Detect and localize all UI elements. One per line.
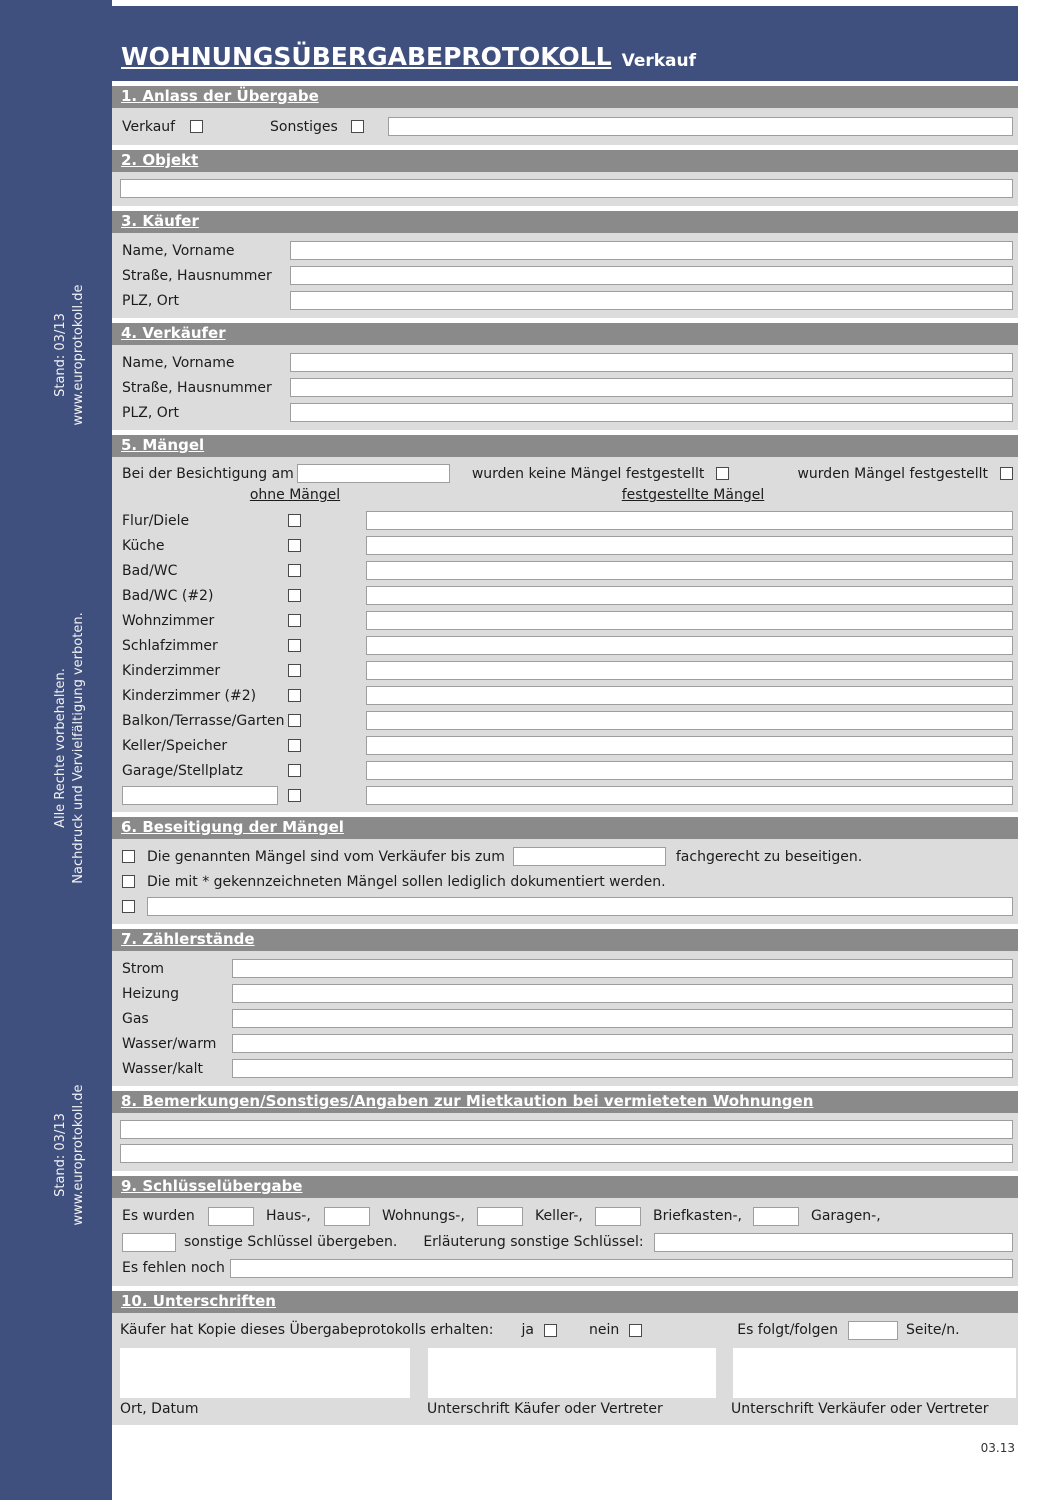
room-defect-input[interactable] (366, 536, 1013, 555)
section-kaeufer-header (112, 211, 1018, 233)
kaeufer-strasse-row (122, 263, 1013, 288)
folgeseiten-label: Es folgt/folgen (737, 1322, 839, 1338)
ohne-maengel-checkbox[interactable] (288, 764, 301, 777)
section-beseitigung-header (112, 817, 1018, 839)
schluessel-row-1 (122, 1203, 1013, 1229)
room-label: Keller/Speicher (122, 737, 228, 754)
section-kaeufer (112, 211, 1018, 318)
garagen-label: Garagen-, (811, 1208, 881, 1224)
section-beseitigung (112, 817, 1018, 924)
section-bemerkungen-header (112, 1091, 1018, 1113)
room-defect-input[interactable] (366, 511, 1013, 530)
kaeufer-plz-row (122, 288, 1013, 313)
defect-row-custom (122, 783, 1013, 808)
ohne-maengel-checkbox[interactable] (288, 664, 301, 677)
section-unterschriften-title: 10. Unterschriften (121, 1292, 276, 1310)
defect-row (122, 533, 1013, 558)
kaeufer-name-row (122, 238, 1013, 263)
section-unterschriften-header (112, 1291, 1018, 1313)
ja-checkbox[interactable] (544, 1324, 557, 1337)
room-defect-input[interactable] (366, 686, 1013, 705)
section-zaehlerstaende-title: 7. Zählerstände (121, 930, 255, 948)
sonstiges-label: Sonstiges (270, 118, 338, 135)
room-label: Bad/WC (122, 562, 178, 579)
verkaeufer-strasse-input[interactable] (290, 378, 1013, 397)
ohne-maengel-checkbox[interactable] (288, 614, 301, 627)
beseitigung-checkbox-1[interactable] (122, 850, 135, 863)
meter-label: Gas (122, 1010, 149, 1027)
ort-datum-label: Ort, Datum (120, 1401, 199, 1417)
defect-row (122, 633, 1013, 658)
beseitigung-checkbox-2[interactable] (122, 875, 135, 888)
keller-label: Keller-, (535, 1208, 583, 1224)
strasse-label: Straße, Hausnummer (122, 267, 272, 284)
room-defect-input[interactable] (366, 736, 1013, 755)
section-kaeufer-body (112, 233, 1018, 318)
objekt-input[interactable] (120, 179, 1013, 198)
sidebar-note-line: www.europrotokoll.de (71, 1084, 86, 1226)
sidebar-note-middle (52, 612, 88, 883)
section-verkaeufer-title: 4. Verkäufer (121, 324, 226, 342)
festgestellte-maengel-header: festgestellte Mängel (621, 487, 765, 503)
briefkasten-label: Briefkasten-, (653, 1208, 743, 1224)
sonstige-schluessel-input[interactable] (122, 1233, 176, 1252)
gas-input[interactable] (232, 1009, 1013, 1028)
meter-row (122, 981, 1013, 1006)
form-content (112, 0, 1018, 1430)
ohne-maengel-checkbox[interactable] (288, 739, 301, 752)
schluessel-row-2 (122, 1229, 1013, 1255)
ohne-maengel-checkbox[interactable] (288, 789, 301, 802)
section-kaeufer-title: 3. Käufer (121, 212, 199, 230)
room-label: Schlafzimmer (122, 637, 218, 654)
section-schluessel-header (112, 1176, 1018, 1198)
wohnungs-label: Wohnungs-, (382, 1208, 465, 1224)
room-label: Bad/WC (#2) (122, 587, 214, 604)
es-wurden-label: Es wurden (122, 1208, 195, 1224)
defect-row (122, 708, 1013, 733)
seiten-label: Seite/n. (906, 1322, 960, 1338)
ohne-maengel-checkbox[interactable] (288, 564, 301, 577)
keller-schluessel-input[interactable] (477, 1207, 523, 1226)
defect-row (122, 508, 1013, 533)
besichtigung-datum-input[interactable] (297, 464, 450, 483)
maengel-column-headers (122, 486, 1013, 508)
sidebar-note-line: Nachdruck und Vervielfältigung verboten. (71, 612, 86, 884)
page-title: WOHNUNGSÜBERGABEPROTOKOLL (121, 42, 612, 71)
section-unterschriften-body (112, 1313, 1018, 1425)
kaeufer-signature-box[interactable] (428, 1348, 716, 1398)
room-defect-input[interactable] (366, 636, 1013, 655)
sidebar (0, 0, 112, 1500)
room-defect-input[interactable] (366, 761, 1013, 780)
section-objekt-title: 2. Objekt (121, 151, 199, 169)
room-defect-input[interactable] (366, 661, 1013, 680)
verkaeufer-strasse-row (122, 375, 1013, 400)
meter-row (122, 1031, 1013, 1056)
heizung-input[interactable] (232, 984, 1013, 1003)
name-label: Name, Vorname (122, 354, 235, 371)
sonstiges-checkbox[interactable] (351, 120, 364, 133)
section-anlass-header (112, 86, 1018, 108)
ohne-maengel-header: ohne Mängel (249, 487, 341, 503)
kopie-row (120, 1318, 1013, 1342)
page-subtitle: Verkauf (621, 51, 697, 71)
defect-row (122, 733, 1013, 758)
section-anlass-title: 1. Anlass der Übergabe (121, 87, 319, 105)
unterschrift-kaeufer-label: Unterschrift Käufer oder Vertreter (426, 1401, 663, 1417)
room-label: Garage/Stellplatz (122, 762, 243, 779)
section-zaehlerstaende (112, 929, 1018, 1086)
ja-label: ja (521, 1322, 534, 1338)
folgeseiten-input[interactable] (848, 1321, 898, 1340)
section-zaehlerstaende-header (112, 929, 1018, 951)
keine-maengel-checkbox[interactable] (716, 467, 729, 480)
section-bemerkungen-title: 8. Bemerkungen/Sonstiges/Angaben zur Mietkaution bei vermieteten Wohnungen (121, 1092, 814, 1110)
room-label: Kinderzimmer (122, 662, 221, 679)
room-defect-input[interactable] (366, 611, 1013, 630)
beseitigung-text-1: Die genannten Mängel sind vom Verkäufer bis zum (147, 848, 505, 865)
room-label: Wohnzimmer (122, 612, 215, 629)
defect-row (122, 658, 1013, 683)
verkaeufer-signature-box[interactable] (733, 1348, 1016, 1398)
strom-input[interactable] (232, 959, 1013, 978)
ohne-maengel-checkbox[interactable] (288, 539, 301, 552)
meter-row (122, 1056, 1013, 1081)
sonstiges-input[interactable] (388, 117, 1013, 136)
verkaeufer-plz-input[interactable] (290, 403, 1013, 422)
haus-schluessel-input[interactable] (208, 1207, 254, 1226)
ohne-maengel-checkbox[interactable] (288, 714, 301, 727)
verkauf-checkbox[interactable] (190, 120, 203, 133)
sidebar-note-bottom (52, 1084, 88, 1225)
section-bemerkungen (112, 1091, 1018, 1171)
title-bar (112, 6, 1018, 81)
meter-label: Wasser/kalt (122, 1060, 204, 1077)
room-defect-input[interactable] (366, 711, 1013, 730)
erlaeuterung-label: Erläuterung sonstige Schlüssel: (423, 1234, 644, 1250)
defect-row (122, 583, 1013, 608)
nein-checkbox[interactable] (629, 1324, 642, 1337)
section-beseitigung-title: 6. Beseitigung der Mängel (121, 818, 344, 836)
verkaeufer-name-row (122, 350, 1013, 375)
section-objekt (112, 150, 1018, 206)
section-beseitigung-body (112, 839, 1018, 924)
es-fehlen-label: Es fehlen noch (122, 1260, 225, 1276)
fehlende-schluessel-input[interactable] (230, 1259, 1013, 1278)
kaeufer-plz-input[interactable] (290, 291, 1013, 310)
anlass-row (122, 114, 1013, 139)
section-verkaeufer-body (112, 345, 1018, 430)
ohne-maengel-checkbox[interactable] (288, 689, 301, 702)
ohne-maengel-checkbox[interactable] (288, 589, 301, 602)
sidebar-note-line: Alle Rechte vorbehalten. (53, 668, 68, 828)
verkaeufer-name-input[interactable] (290, 353, 1013, 372)
wasser-kalt-input[interactable] (232, 1059, 1013, 1078)
section-maengel-body (112, 457, 1018, 812)
besichtigung-row (122, 461, 1013, 486)
section-unterschriften (112, 1291, 1018, 1425)
name-label: Name, Vorname (122, 242, 235, 259)
section-maengel (112, 435, 1018, 812)
wasser-warm-input[interactable] (232, 1034, 1013, 1053)
section-objekt-header (112, 150, 1018, 172)
room-label: Kinderzimmer (#2) (122, 687, 257, 704)
maengel-festgestellt-label: wurden Mängel festgestellt (797, 465, 988, 482)
ort-datum-signature-box[interactable] (120, 1348, 410, 1398)
signature-labels (120, 1401, 1013, 1419)
section-schluessel (112, 1176, 1018, 1286)
briefkasten-schluessel-input[interactable] (595, 1207, 641, 1226)
bemerkungen-input-1[interactable] (120, 1120, 1013, 1139)
besichtigung-label: Bei der Besichtigung am (122, 465, 294, 482)
keine-maengel-label: wurden keine Mängel festgestellt (471, 465, 705, 482)
section-maengel-title: 5. Mängel (121, 436, 205, 454)
meter-label: Heizung (122, 985, 180, 1002)
beseitigung-custom-input[interactable] (147, 897, 1013, 916)
section-zaehlerstaende-body (112, 951, 1018, 1086)
haus-label: Haus-, (266, 1208, 311, 1224)
section-objekt-body (112, 172, 1018, 206)
version-note: 03.13 (980, 1441, 1015, 1455)
nein-label: nein (588, 1322, 620, 1338)
section-anlass-body (112, 108, 1018, 145)
defect-row (122, 758, 1013, 783)
plz-label: PLZ, Ort (122, 404, 179, 421)
schluessel-row-3 (122, 1255, 1013, 1281)
sidebar-note-line: Stand: 03/13 (53, 313, 68, 397)
custom-room-input[interactable] (122, 786, 278, 805)
room-defect-input[interactable] (366, 786, 1013, 805)
verkauf-label: Verkauf (122, 118, 176, 135)
erlaeuterung-input[interactable] (654, 1233, 1013, 1252)
beseitigung-checkbox-3[interactable] (122, 900, 135, 913)
ohne-maengel-checkbox[interactable] (288, 514, 301, 527)
section-verkaeufer (112, 323, 1018, 430)
kopie-label: Käufer hat Kopie dieses Übergabeprotokolls erhalten: (120, 1322, 494, 1338)
sidebar-note-line: www.europrotokoll.de (71, 284, 86, 426)
plz-label: PLZ, Ort (122, 292, 179, 309)
verkaeufer-plz-row (122, 400, 1013, 425)
room-defect-input[interactable] (366, 586, 1013, 605)
beseitigung-text-2: Die mit * gekennzeichneten Mängel sollen lediglich dokumentiert werden. (147, 873, 666, 890)
meter-row (122, 956, 1013, 981)
section-schluessel-title: 9. Schlüsselübergabe (121, 1177, 303, 1195)
beseitigung-datum-input[interactable] (513, 847, 666, 866)
room-defect-input[interactable] (366, 561, 1013, 580)
strasse-label: Straße, Hausnummer (122, 379, 272, 396)
meter-label: Wasser/warm (122, 1035, 217, 1052)
beseitigung-row-3 (122, 894, 1013, 919)
section-verkaeufer-header (112, 323, 1018, 345)
defect-row (122, 558, 1013, 583)
defect-row (122, 683, 1013, 708)
section-bemerkungen-body (112, 1113, 1018, 1171)
section-schluessel-body (112, 1198, 1018, 1286)
signature-boxes (120, 1348, 1013, 1398)
meter-row (122, 1006, 1013, 1031)
kaeufer-strasse-input[interactable] (290, 266, 1013, 285)
kaeufer-name-input[interactable] (290, 241, 1013, 260)
beseitigung-row-2 (122, 869, 1013, 894)
maengel-festgestellt-checkbox[interactable] (1000, 467, 1013, 480)
room-label: Balkon/Terrasse/Garten (122, 712, 285, 729)
sidebar-note-line: Stand: 03/13 (53, 1113, 68, 1197)
beseitigung-row-1 (122, 844, 1013, 869)
bemerkungen-input-2[interactable] (120, 1144, 1013, 1163)
room-label: Flur/Diele (122, 512, 190, 529)
defect-row (122, 608, 1013, 633)
meter-label: Strom (122, 960, 165, 977)
sidebar-note-top (52, 284, 88, 425)
sonstige-schluessel-label: sonstige Schlüssel übergeben. (184, 1234, 398, 1250)
section-maengel-header (112, 435, 1018, 457)
wohnungs-schluessel-input[interactable] (324, 1207, 370, 1226)
garagen-schluessel-input[interactable] (753, 1207, 799, 1226)
ohne-maengel-checkbox[interactable] (288, 639, 301, 652)
unterschrift-verkaeufer-label: Unterschrift Verkäufer oder Vertreter (730, 1401, 989, 1417)
room-label: Küche (122, 537, 165, 554)
beseitigung-text-1b: fachgerecht zu beseitigen. (675, 848, 863, 865)
section-anlass (112, 86, 1018, 145)
